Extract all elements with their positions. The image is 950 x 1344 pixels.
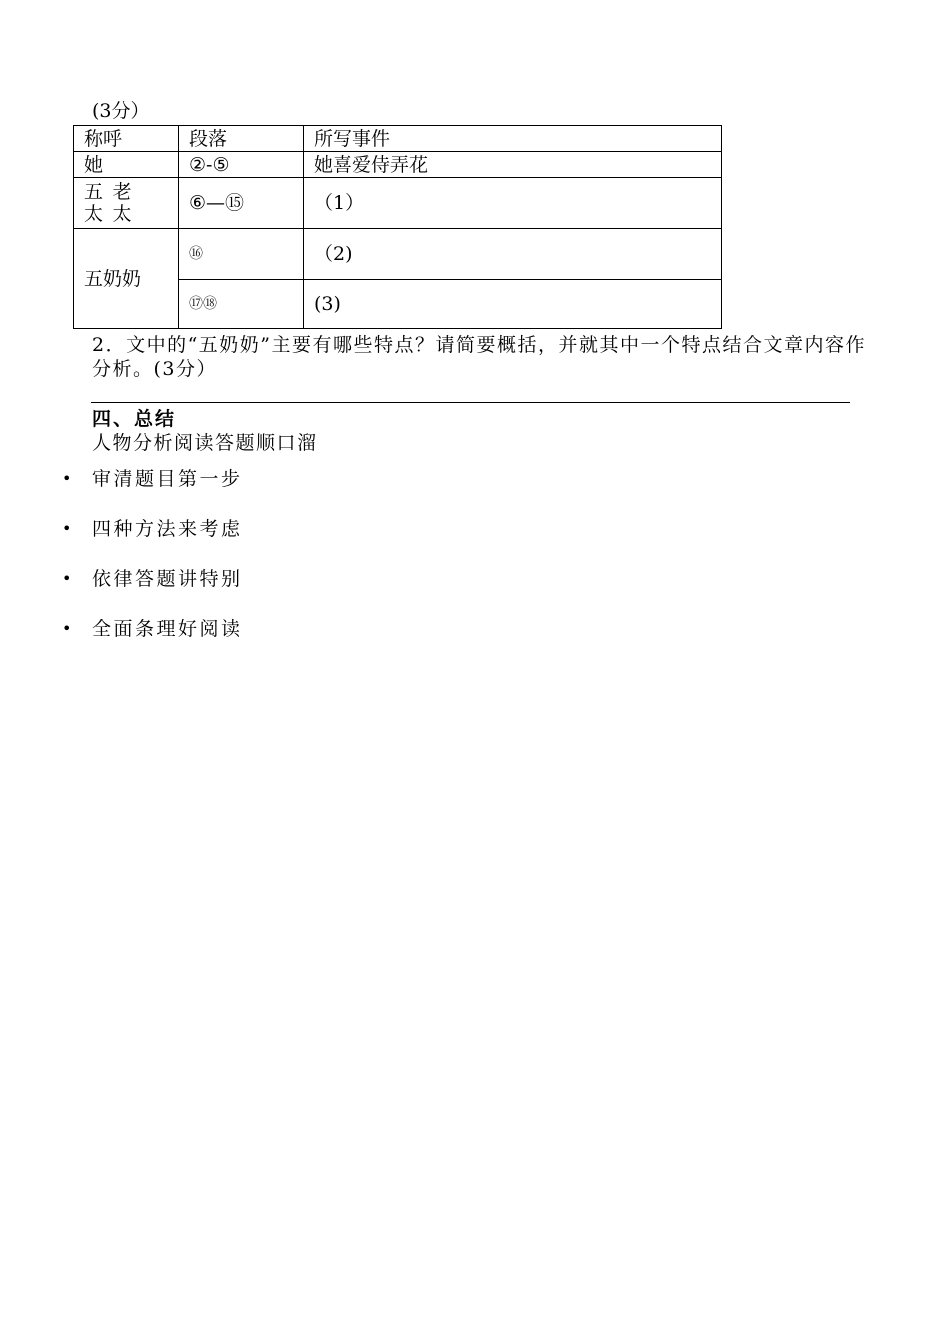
question-2: 2．文中的“五奶奶”主要有哪些特点？请简要概括，并就其中一个特点结合文章内容作分析。(3分）	[92, 334, 867, 380]
bullet-icon: •	[62, 519, 72, 538]
bullet-icon: •	[62, 469, 72, 488]
table-row	[74, 229, 722, 280]
cell-event: （1）	[304, 178, 722, 229]
list-item-text: 依律答题讲特别	[92, 568, 243, 590]
cell-event: （2)	[304, 229, 722, 280]
cell-paragraph: ②-⑤	[179, 152, 304, 178]
cell-paragraph: ⑯	[179, 229, 304, 280]
score-note: (3分）	[92, 100, 150, 122]
table-row	[74, 178, 722, 229]
bullet-icon: •	[62, 619, 72, 638]
list-item-text: 审清题目第一步	[92, 468, 243, 490]
section-subtitle: 人物分析阅读答题顺口溜	[92, 432, 318, 454]
list-item-text: 四种方法来考虑	[92, 518, 243, 540]
list-item-text: 全面条理好阅读	[92, 618, 243, 640]
cell-name: 五奶奶	[74, 229, 179, 329]
header-name: 称呼	[74, 126, 179, 152]
header-event: 所写事件	[304, 126, 722, 152]
cell-event: (3)	[304, 280, 722, 329]
table-header-row	[74, 126, 722, 152]
header-paragraph: 段落	[179, 126, 304, 152]
cell-event: 她喜爱侍弄花	[304, 152, 722, 178]
cell-paragraph: ⑰⑱	[179, 280, 304, 329]
bullet-icon: •	[62, 569, 72, 588]
cell-name: 五老太太	[74, 178, 179, 229]
cell-name: 她	[74, 152, 179, 178]
answer-line	[91, 402, 850, 403]
table-row	[74, 152, 722, 178]
section-title: 四、总结	[92, 408, 177, 430]
events-table	[73, 125, 722, 329]
cell-paragraph: ⑥—⑮	[179, 178, 304, 229]
